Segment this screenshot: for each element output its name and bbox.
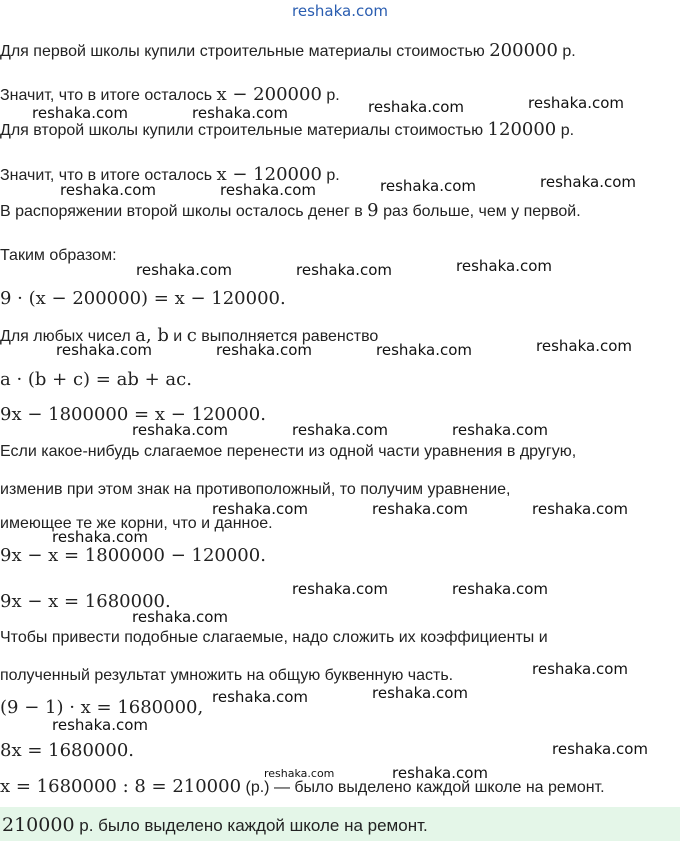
watermark: reshaka.com (532, 500, 628, 518)
watermark: reshaka.com (528, 94, 624, 112)
watermark: reshaka.com (32, 104, 128, 122)
watermark: reshaka.com (220, 181, 316, 199)
equation-2: a · (b + c) = ab + ac. (0, 369, 192, 390)
watermark: reshaka.com (536, 337, 632, 355)
watermark: reshaka.com (296, 261, 392, 279)
text-fragment: Значит, что в итоге осталось (0, 167, 217, 184)
watermark: reshaka.com (452, 421, 548, 439)
text-fragment: Для второй школы купили строительные материалы стоимостью (0, 122, 484, 139)
equation-8 (0, 777, 605, 798)
watermark: reshaka.com (532, 660, 628, 678)
text-fragment: выполняется равенство (196, 328, 379, 345)
text-fragment: Значит, что в итоге осталось (0, 87, 217, 104)
math-variable: c (186, 325, 197, 346)
watermark: reshaka.com (540, 173, 636, 191)
watermark: reshaka.com (292, 580, 388, 598)
watermark: reshaka.com (60, 181, 156, 199)
answer-text (2, 814, 428, 836)
math-number: 120000 (487, 119, 557, 140)
text-line-3 (0, 120, 574, 141)
watermark: reshaka.com (392, 764, 488, 782)
answer-number: 210000 (2, 814, 75, 836)
watermark: reshaka.com (136, 261, 232, 279)
watermark: reshaka.com (52, 528, 148, 546)
watermark: reshaka.com (192, 104, 288, 122)
equation-6: (9 − 1) · x = 1680000, (0, 697, 204, 718)
text-line-1 (0, 41, 576, 62)
watermark: reshaka.com (56, 341, 152, 359)
watermark: reshaka.com (372, 500, 468, 518)
watermark: reshaka.com (212, 688, 308, 706)
text-fragment: р. (321, 87, 340, 104)
watermark: reshaka.com (380, 177, 476, 195)
equation-3: 9x − 1800000 = x − 120000. (0, 404, 266, 425)
watermark: reshaka.com (552, 740, 648, 758)
text-fragment: Для первой школы купили строительные материалы стоимостью (0, 43, 485, 60)
watermark: reshaka.com (52, 716, 148, 734)
text-fragment: р. (557, 43, 576, 60)
math-variables: a, b (135, 325, 169, 346)
math-expression: x − 120000 (216, 164, 322, 185)
watermark: reshaka.com (456, 257, 552, 275)
text-fragment: р. (556, 122, 575, 139)
text-fragment: (р.) — было выделено каждой школе на ремонт. (241, 779, 605, 796)
equation-1: 9 · (x − 200000) = x − 120000. (0, 288, 286, 309)
watermark: reshaka.com (376, 341, 472, 359)
watermark: reshaka.com (132, 421, 228, 439)
watermark: reshaka.com (132, 608, 228, 626)
watermark: reshaka.com (368, 98, 464, 116)
text-line-8: Если какое-нибудь слагаемое перенести из одной части уравнения в другую, (0, 443, 577, 460)
text-line-5 (0, 201, 581, 222)
text-line-12: полученный результат умножить на общую буквенную часть. (0, 667, 454, 684)
equation-5: 9x − x = 1680000. (0, 591, 171, 612)
math-number: 200000 (489, 40, 558, 61)
math-expression: x − 200000 (216, 84, 322, 105)
watermark: reshaka.com (292, 421, 388, 439)
equation-7: 8x = 1680000. (0, 740, 135, 761)
math-number: 9 (367, 200, 379, 221)
text-line-11: Чтобы привести подобные слагаемые, надо сложить их коэффициенты и (0, 629, 548, 646)
watermark: reshaka.com (212, 500, 308, 518)
text-fragment: раз больше, чем у первой. (378, 203, 581, 220)
watermark: reshaka.com (452, 580, 548, 598)
text-line-6: Таким образом: (0, 247, 117, 264)
answer-sentence: р. было выделено каждой школе на ремонт. (74, 816, 428, 835)
watermark: reshaka.com (264, 767, 335, 780)
text-line-2 (0, 85, 340, 106)
text-fragment: р. (321, 167, 340, 184)
watermark: reshaka.com (216, 341, 312, 359)
text-line-9: изменив при этом знак на противоположный, то получим уравнение, (0, 481, 511, 498)
equation-4: 9x − x = 1800000 − 120000. (0, 545, 266, 566)
text-line-10: имеющее те же корни, что и данное. (0, 515, 273, 532)
text-fragment: и (168, 328, 187, 345)
text-fragment: Для любых чисел (0, 328, 136, 345)
watermark: reshaka.com (372, 684, 468, 702)
text-fragment: В распоряжении второй школы осталось денег в (0, 203, 368, 220)
site-header-link[interactable]: reshaka.com (292, 2, 388, 20)
math-expression: x = 1680000 : 8 = 210000 (0, 776, 242, 797)
